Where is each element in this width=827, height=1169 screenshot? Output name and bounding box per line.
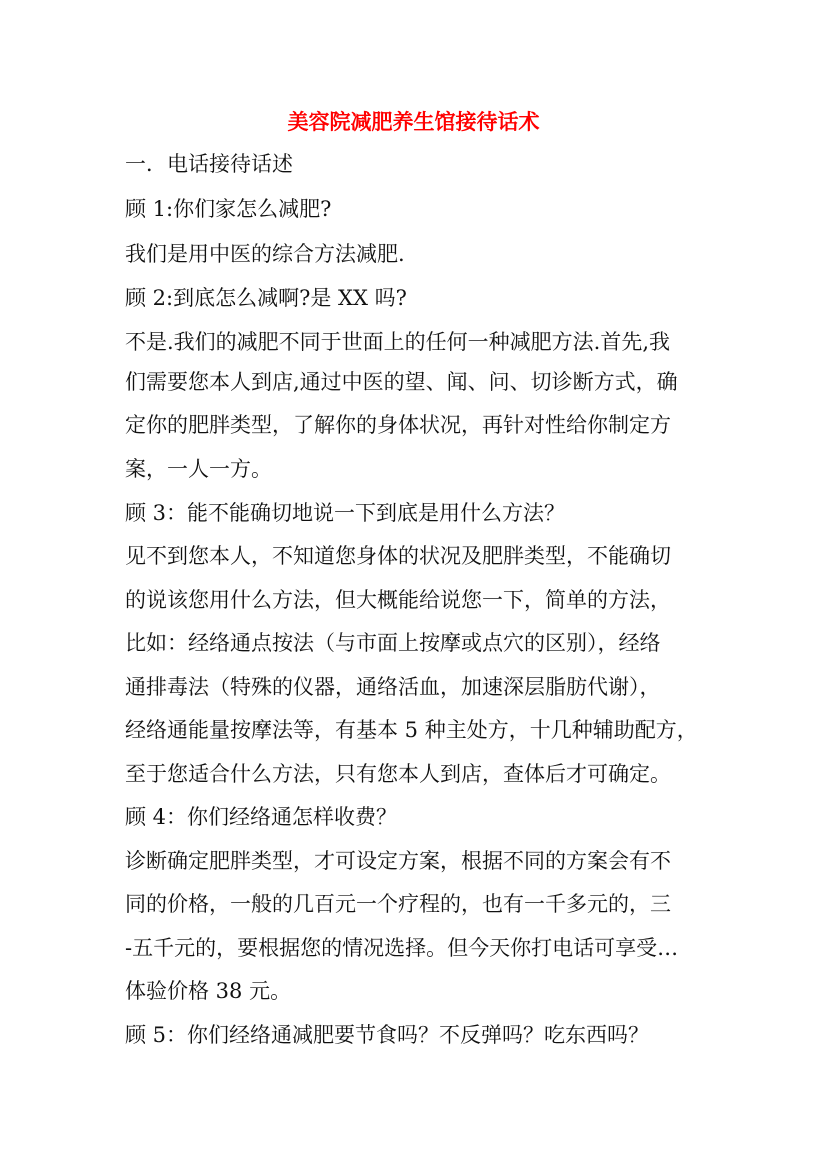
customer-question: 顾 4：你们经络通怎样收费？ [125, 805, 398, 829]
customer-question: 顾 1:你们家怎么减肥? [125, 197, 332, 221]
customer-question: 顾 3：能不能确切地说一下到底是用什么方法？ [125, 501, 566, 525]
answer-line: 我们是用中医的综合方法减肥. [125, 242, 405, 266]
customer-question: 顾 5：你们经络通减肥要节食吗？不反弹吗？吃东西吗？ [125, 1023, 650, 1047]
answer-line: 案，一人一方。 [125, 457, 272, 481]
answer-line: 见不到您本人，不知道您身体的状况及肥胖类型，不能确切 [125, 544, 671, 568]
answer-line: 定你的肥胖类型，了解你的身体状况，再针对性给你制定方 [125, 413, 671, 437]
customer-question: 顾 2:到底怎么减啊?是 XX 吗? [125, 286, 407, 310]
answer-line: 比如：经络通点按法（与市面上按摩或点穴的区别），经络 [125, 631, 661, 655]
answer-line: 至于您适合什么方法，只有您本人到店，查体后才可确定。 [125, 762, 671, 786]
answer-line: 经络通能量按摩法等，有基本 5 种主处方，十几种辅助配方， [125, 718, 698, 742]
answer-line: 同的价格，一般的几百元一个疗程的，也有一千多元的，三 [125, 892, 671, 916]
answer-line: 不是.我们的减肥不同于世面上的任何一种减肥方法.首先,我 [125, 330, 671, 354]
answer-line: 通排毒法（特殊的仪器，通络活血，加速深层脂肪代谢）， [125, 675, 661, 699]
answer-line: 们需要您本人到店,通过中医的望、闻、问、切诊断方式，确 [125, 370, 678, 394]
section-heading: 一．电话接待话述 [125, 152, 293, 176]
answer-line: 的说该您用什么方法，但大概能给说您一下，简单的方法， [125, 588, 671, 612]
answer-line: 体验价格 38 元。 [125, 979, 292, 1003]
answer-line: 诊断确定肥胖类型，才可设定方案，根据不同的方案会有不 [125, 849, 671, 873]
answer-line: -五千元的，要根据您的情况选择。但今天你打电话可享受… [125, 936, 679, 960]
document-title: 美容院减肥养生馆接待话术 [287, 110, 540, 134]
